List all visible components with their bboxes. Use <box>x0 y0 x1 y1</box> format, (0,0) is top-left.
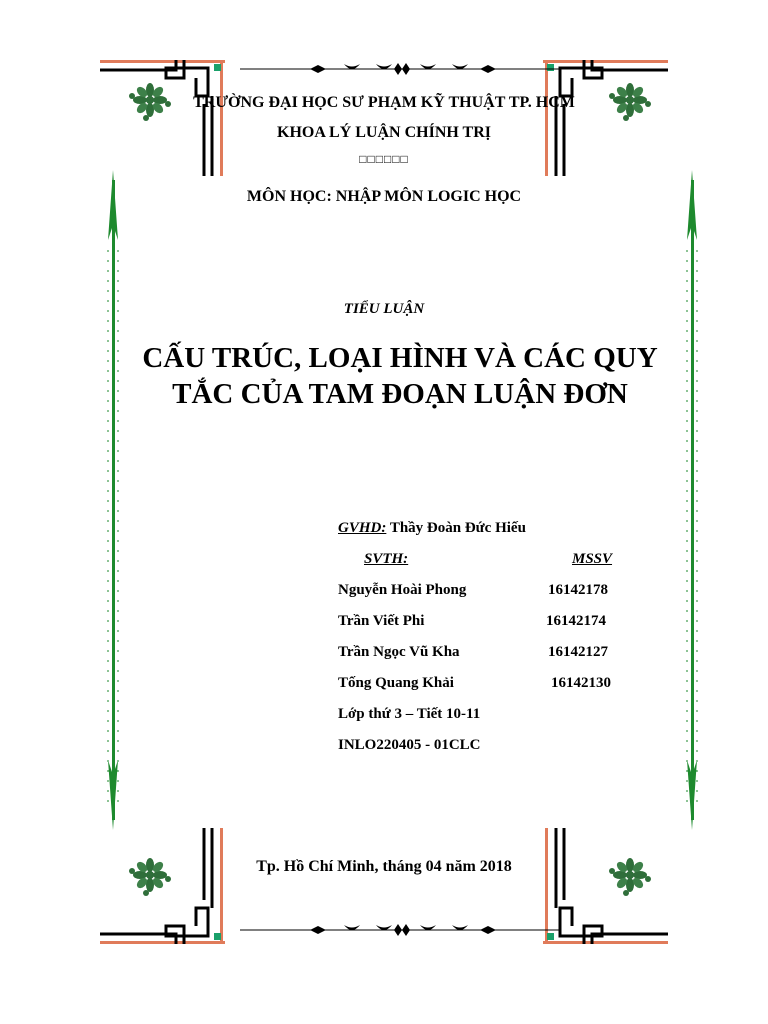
instructor-label: GVHD: <box>338 520 387 536</box>
students-header: SVTH: <box>364 551 409 567</box>
school-name: TRƯỜNG ĐẠI HỌC SƯ PHẠM KỸ THUẬT TP. HCM <box>193 94 575 111</box>
student-id: 16142174 <box>546 613 606 629</box>
student-name: Nguyễn Hoài Phong <box>338 582 467 598</box>
title-line-1: CẤU TRÚC, LOẠI HÌNH VÀ CÁC QUY <box>142 342 658 374</box>
student-id-header: MSSV <box>572 551 613 567</box>
class-info: Lớp thứ 3 – Tiết 10-11 <box>338 706 481 722</box>
student-id: 16142127 <box>548 644 608 660</box>
symbol-placeholder: □□□□□□ <box>359 152 409 166</box>
faculty-name: KHOA LÝ LUẬN CHÍNH TRỊ <box>277 124 491 141</box>
student-id: 16142130 <box>551 675 611 691</box>
instructor-line <box>338 520 526 537</box>
date-line: Tp. Hồ Chí Minh, tháng 04 năm 2018 <box>256 858 512 875</box>
student-name: Trần Ngọc Vũ Kha <box>338 644 460 660</box>
course-code: INLO220405 - 01CLC <box>338 737 481 753</box>
student-name: Tống Quang Khải <box>338 675 454 691</box>
student-name: Trần Viết Phi <box>338 613 425 629</box>
subject-title: MÔN HỌC: NHẬP MÔN LOGIC HỌC <box>246 188 522 205</box>
essay-label: TIỂU LUẬN <box>343 301 425 317</box>
student-id: 16142178 <box>548 582 608 598</box>
instructor-name: Thầy Đoàn Đức Hiếu <box>389 520 526 536</box>
report-title <box>120 340 680 412</box>
title-line-2: TẮC CỦA TAM ĐOẠN LUẬN ĐƠN <box>172 378 628 410</box>
